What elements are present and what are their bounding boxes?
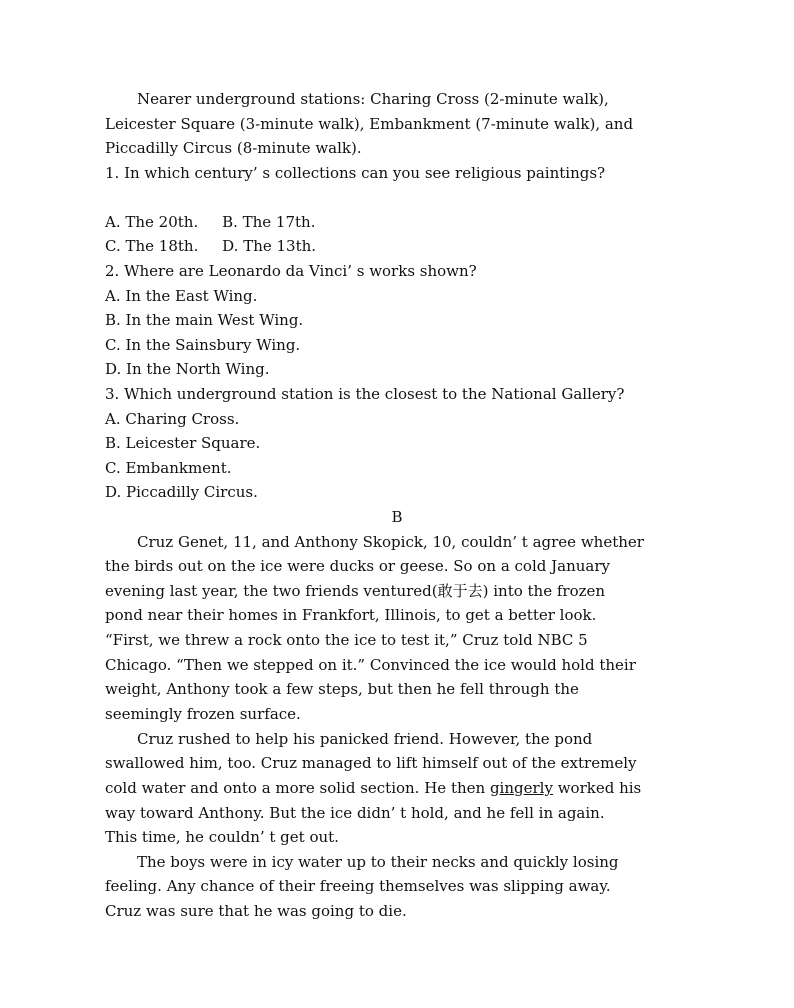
paragraph-2-line-3-start: cold water and onto a more solid section. He then <box>105 779 490 797</box>
question-1-options-row-2: C. The 18th. D. The 13th. <box>105 237 317 255</box>
question-2-option-a: A. In the East Wing. <box>105 287 258 305</box>
paragraph-2-line-1: Cruz rushed to help his panicked friend. However, the pond <box>137 730 593 748</box>
paragraph-2-line-4: way toward Anthony. But the ice didn’ t hold, and he fell in again. <box>105 804 605 822</box>
question-3-option-c: C. Embankment. <box>105 459 232 477</box>
paragraph-3-line-3: Cruz was sure that he was going to die. <box>105 902 407 920</box>
question-3-option-a: A. Charing Cross. <box>105 410 240 428</box>
passage-a-line-3: Piccadilly Circus (8-minute walk). <box>105 139 362 157</box>
question-1-options-row-1: A. The 20th. B. The 17th. <box>105 213 316 231</box>
question-2-option-c: C. In the Sainsbury Wing. <box>105 336 301 354</box>
paragraph-1-line-2: the birds out on the ice were ducks or geese. So on a cold January <box>105 557 610 575</box>
question-1-stem: 1. In which century’ s collections can you see religious paintings? <box>105 164 606 182</box>
question-2-option-d: D. In the North Wing. <box>105 360 270 378</box>
paragraph-1-line-5: “First, we threw a rock onto the ice to test it,” Cruz told NBC 5 <box>105 631 588 649</box>
paragraph-2-line-3-end: worked his <box>552 779 642 797</box>
underlined-word-gingerly: gingerly <box>489 779 553 797</box>
question-2-option-b: B. In the main West Wing. <box>105 311 304 329</box>
question-2-stem: 2. Where are Leonardo da Vinci’ s works shown? <box>105 262 477 280</box>
paragraph-1-line-1: Cruz Genet, 11, and Anthony Skopick, 10, couldn’ t agree whether <box>137 533 644 551</box>
paragraph-1-line-3: evening last year, the two friends ventured(敢于去) into the frozen <box>105 582 606 600</box>
paragraph-1-line-8: seemingly frozen surface. <box>105 705 301 723</box>
question-3-option-b: B. Leicester Square. <box>105 434 261 452</box>
paragraph-3-line-2: feeling. Any chance of their freeing themselves was slipping away. <box>105 877 611 895</box>
question-3-stem: 3. Which underground station is the closest to the National Gallery? <box>105 385 625 403</box>
paragraph-2-line-5: This time, he couldn’ t get out. <box>105 828 339 846</box>
passage-a-line-2: Leicester Square (3-minute walk), Embankment (7-minute walk), and <box>105 115 634 133</box>
passage-a-line-1: Nearer underground stations: Charing Cross (2-minute walk), <box>137 90 609 108</box>
paragraph-1-line-4: pond near their homes in Frankfort, Illinois, to get a better look. <box>105 606 597 624</box>
paragraph-1-line-7: weight, Anthony took a few steps, but then he fell through the <box>105 680 579 698</box>
paragraph-3-line-1: The boys were in icy water up to their necks and quickly losing <box>137 853 619 871</box>
paragraph-2-line-2: swallowed him, too. Cruz managed to lift himself out of the extremely <box>105 754 637 772</box>
paragraph-2-line-3 <box>105 778 705 798</box>
section-b-heading: B <box>391 508 403 526</box>
paragraph-1-line-6: Chicago. “Then we stepped on it.” Convinced the ice would hold their <box>105 656 636 674</box>
question-3-option-d: D. Piccadilly Circus. <box>105 483 258 501</box>
